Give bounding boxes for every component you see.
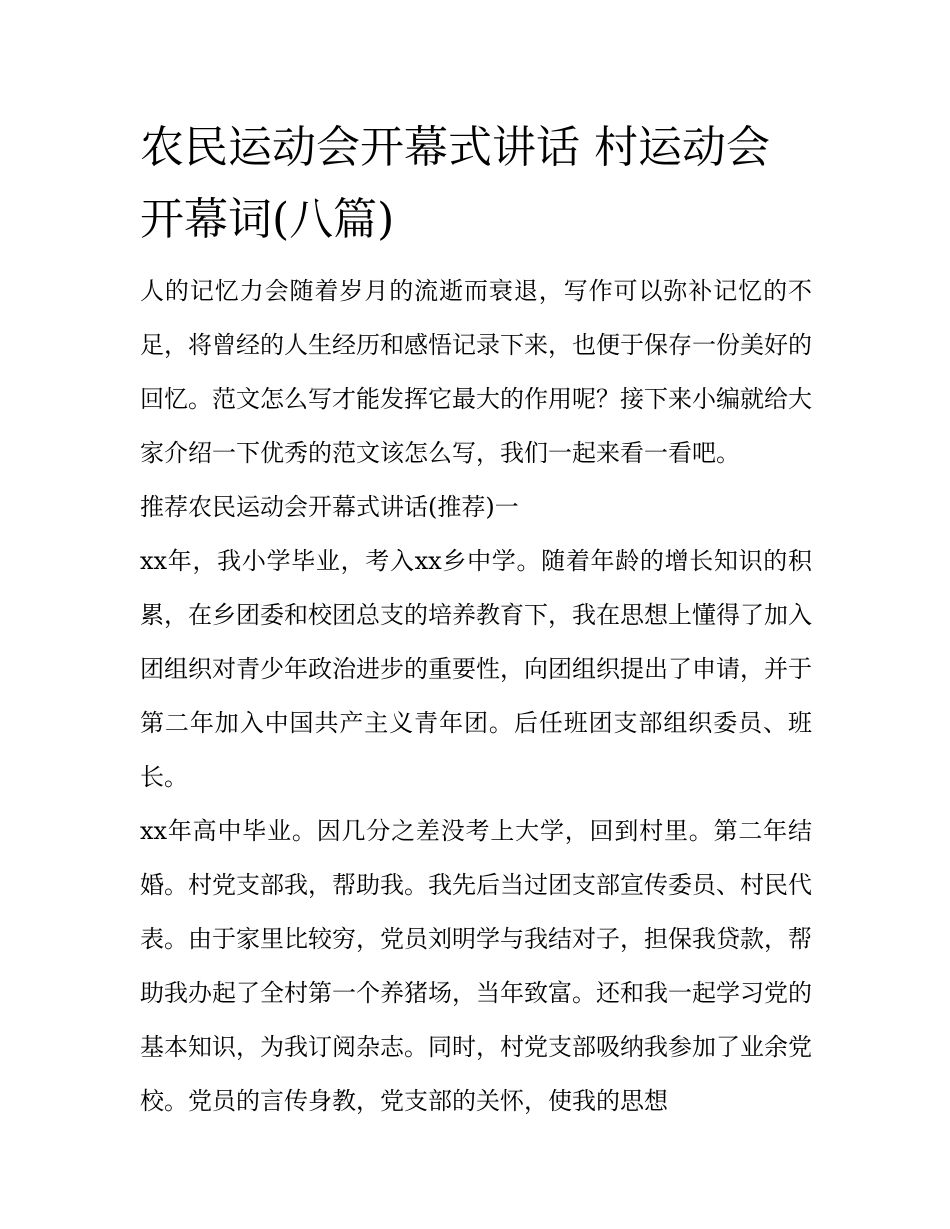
document-title: 农民运动会开幕式讲话 村运动会开幕词(八篇)	[140, 122, 770, 245]
body-paragraph: xx年，我小学毕业，考入xx乡中学。随着年龄的增长知识的积累，在乡团委和校团总支的培养教育下，我在思想上懂得了加入团组织对青少年政治进步的重要性，向团组织提出了申请，并于第二年加入中国共产主义青年团。后任班团支部组织委员、班长。	[140, 547, 812, 791]
body-paragraph: xx年高中毕业。因几分之差没考上大学，回到村里。第二年结婚。村党支部我，帮助我。我先后当过团支部宣传委员、村民代表。由于家里比较穷，党员刘明学与我结对子，担保我贷款，帮助我办起了全村第一个养猪场，当年致富。还和我一起学习党的基本知识，为我订阅杂志。同时，村党支部吸纳我参加了业余党校。党员的言传身教，党支部的关怀，使我的思想	[140, 817, 812, 1115]
document-content	[140, 112, 812, 1128]
document-body	[140, 264, 812, 1128]
intro-paragraph: 人的记忆力会随着岁月的流逝而衰退，写作可以弥补记忆的不足，将曾经的人生经历和感悟记录下来，也便于保存一份美好的回忆。范文怎么写才能发挥它最大的作用呢？接下来小编就给大家介绍一下优秀的范文该怎么写，我们一起来看一看吧。	[140, 277, 812, 467]
section-heading: 推荐农民运动会开幕式讲话(推荐)一	[140, 493, 519, 521]
